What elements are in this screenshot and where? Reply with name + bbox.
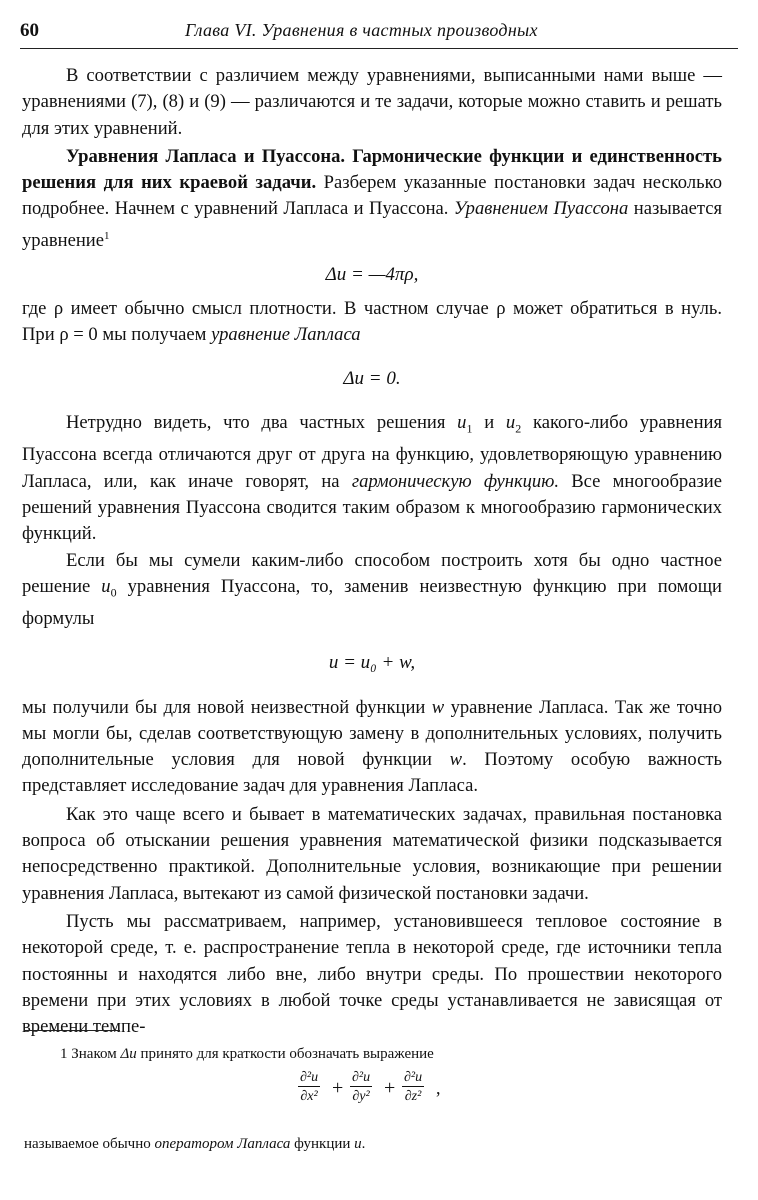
comma: , xyxy=(436,1078,441,1098)
paragraph-7: Как это чаще всего и бывает в математических задачах, правильная постановка вопроса об отыскании решения уравнения математической физики подсказывается непосредственно практикой. Дополнительные условия, возникающие при решении уравнения Лапласа, вытекают из самой физической постановки задачи. xyxy=(22,803,722,904)
paragraph-5: Если бы мы сумели каким-либо способом построить хотя бы одно частное решение $u_0$ уравнения Пуассона, то, заменив неизвестную функцию при помощи формулы xyxy=(22,549,722,629)
term-harmonic-function: гармоническую функцию. xyxy=(351,470,559,492)
footnote-line-2: называемое обычно оператором Лапласа функции u. xyxy=(24,1136,366,1152)
footnote-ref: 1 xyxy=(103,229,110,242)
footnote xyxy=(24,1043,724,1152)
header-rule xyxy=(20,48,738,49)
fraction-z: $\frac{\text{∂²u}}{\text{∂z²}}$ xyxy=(404,1070,423,1104)
paragraph-2-text: Разберем указанные постановки задач несколько подробнее. Начнем с уравнений Лапласа и Пуассона. xyxy=(22,172,722,220)
term-laplace-operator: оператором Лапласа xyxy=(154,1136,291,1152)
footnote-line-1: 1 Знаком Δu принято для краткости обозначать выражение xyxy=(60,1046,434,1062)
main-text xyxy=(22,63,722,1040)
substitution-formula: u = u₀ + w, xyxy=(328,652,416,674)
poisson-formula: Δu = —4πρ, xyxy=(325,264,419,286)
paragraph-4: Нетрудно видеть, что два частных решения $u_1$ и $u_2$ какого-либо уравнения Пуассона всегда отличаются друг от друга на функцию, удовлетворяющую уравнению Лапласа, или, как иначе говорят, на гармоническую функцию. Все многообразие решений уравнения Пуассона сводится таким образом к многообразию гармонических функций. xyxy=(22,412,723,545)
laplace-formula: Δu = 0. xyxy=(343,368,401,390)
footnote-mark: 1 xyxy=(60,1046,68,1062)
section-heading: Уравнения Лапласа и Пуассона. Гармонические функции и единственность решения для них краевой задачи. xyxy=(22,145,722,194)
laplacian-expression xyxy=(24,1065,724,1125)
paragraph-1: В соответствии с различием между уравнениями, выписанными нами выше — уравнениями (7), (8) и (9) — различаются и те задачи, которые можно ставить и решать для этих уравнений. xyxy=(22,65,722,139)
term-poisson-equation: Уравнением Пуассона xyxy=(453,198,629,220)
footnote-divider xyxy=(24,1030,120,1031)
paragraph-3: где ρ имеет обычно смысл плотности. В частном случае ρ может обратиться в нуль. При ρ = 0 мы получаем уравнение Лапласа xyxy=(22,297,722,345)
term-laplace-equation: уравнение Лапласа xyxy=(211,323,361,345)
paragraph-8: Пусть мы рассматриваем, например, установившееся тепловое состояние в некоторой среде, т. е. распространение тепла в некоторой среде, где источники тепла постоянны и находятся либо вне, либо внутри среды. По прошествии некоторого времени при этих условиях в любой точке среды устанавливается не зависящая от времени темпе- xyxy=(22,910,722,1038)
paragraph-2 xyxy=(22,144,722,254)
page-number: 60 xyxy=(20,20,39,41)
paragraph-2-end: называется уравнение xyxy=(22,198,722,251)
fraction-x: $\frac{\text{∂²u}}{\text{∂x²}}$ xyxy=(300,1070,319,1104)
paragraph-6: мы получили бы для новой неизвестной функции w уравнение Лапласа. Так же точно мы могли бы, сделав соответствующую замену в дополнительных условиях, получить дополнительные условия для новой функции w. Поэтому особую важность представляет исследование задач для уравнения Лапласа. xyxy=(22,696,722,797)
fraction-y: $\frac{\text{∂²u}}{\text{∂y²}}$ xyxy=(352,1070,371,1104)
plus-sign: + xyxy=(384,1077,396,1099)
running-title: Глава VI. Уравнения в частных производных xyxy=(185,20,538,40)
page-header xyxy=(20,20,738,48)
plus-sign: + xyxy=(332,1077,344,1099)
